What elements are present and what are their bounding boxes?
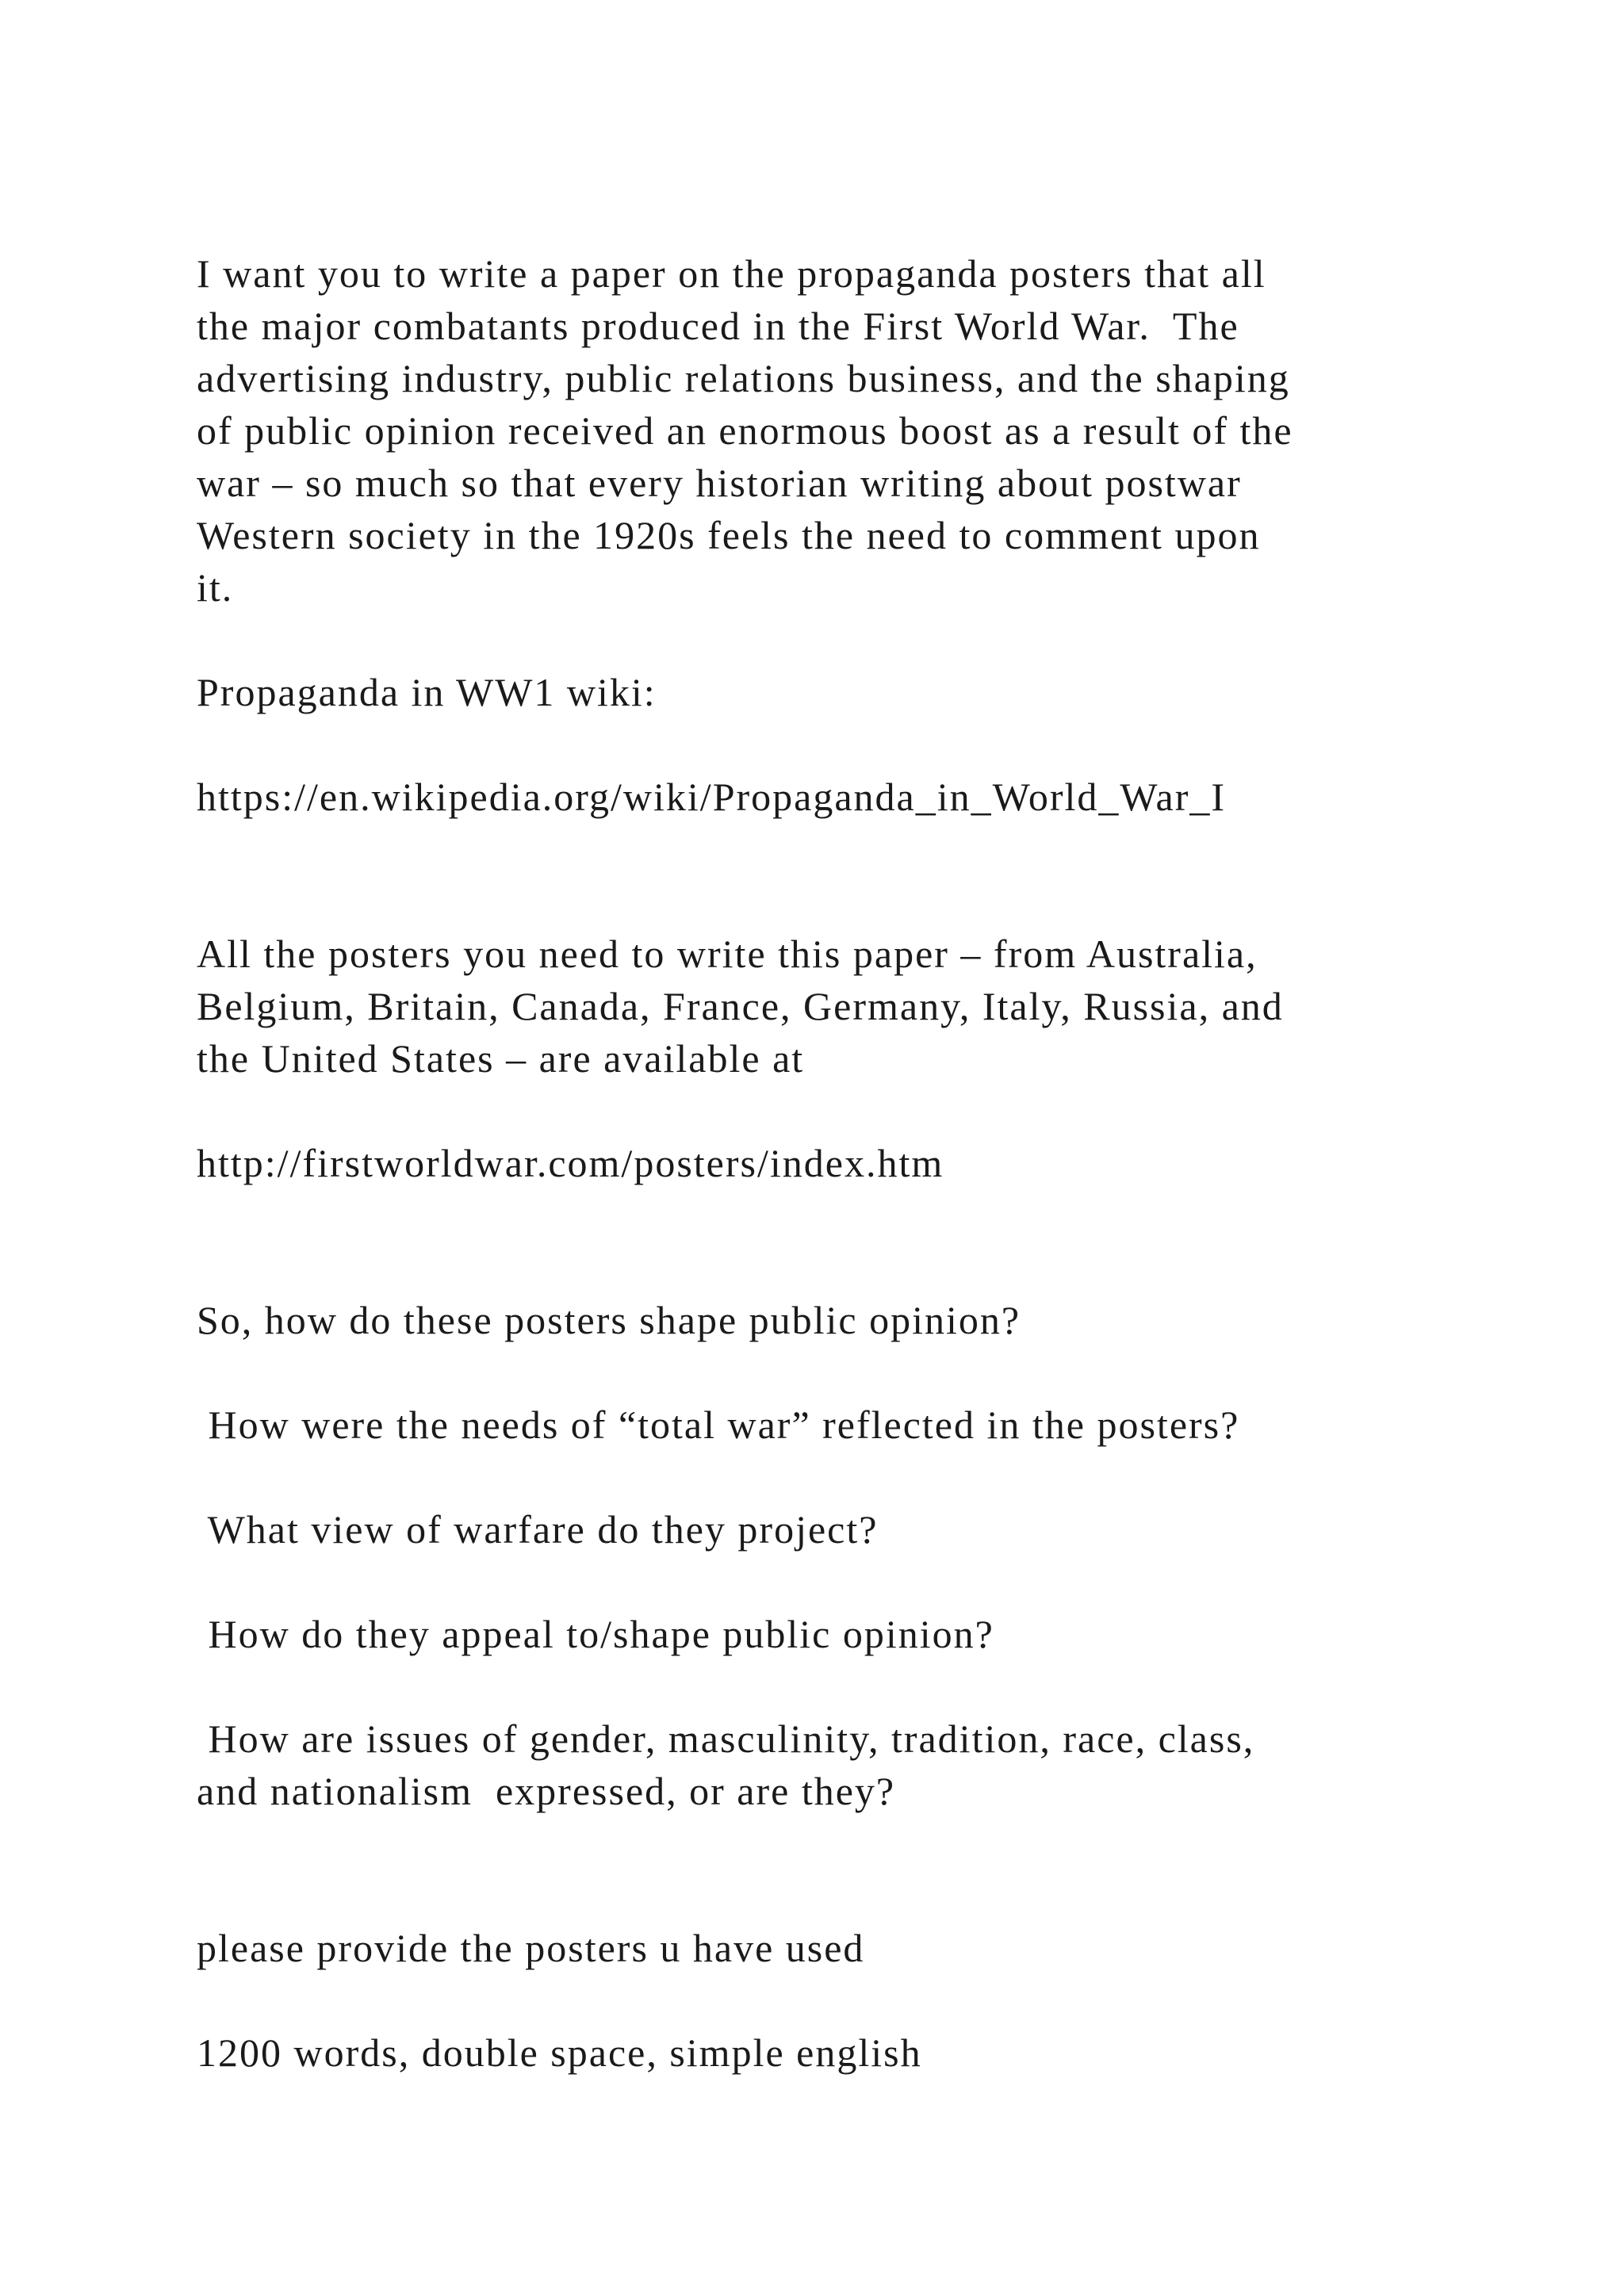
posters-url: http://firstworldwar.com/posters/index.htm [197, 1141, 944, 1185]
question-issues [197, 1712, 1434, 1817]
intro-line: it. [197, 565, 234, 610]
intro-paragraph [197, 247, 1434, 614]
question-appeal: How do they appeal to/shape public opinion? [197, 1612, 994, 1656]
question-total-war: How were the needs of “total war” reflected in the posters? [197, 1402, 1240, 1447]
question-view: What view of warfare do they project? [197, 1507, 879, 1552]
question-issues-line: How are issues of gender, masculinity, tradition, race, class, [197, 1716, 1255, 1761]
intro-line: war – so much so that every historian writing about postwar [197, 461, 1242, 505]
intro-line: Western society in the 1920s feels the need to comment upon [197, 513, 1261, 557]
request-posters: please provide the posters u have used [197, 1926, 865, 1970]
wiki-url: https://en.wikipedia.org/wiki/Propaganda_in_World_War_I [197, 775, 1227, 819]
intro-line: advertising industry, public relations business, and the shaping [197, 356, 1290, 400]
question-main: So, how do these posters shape public opinion? [197, 1298, 1021, 1342]
posters-paragraph [197, 928, 1434, 1085]
requirements: 1200 words, double space, simple english [197, 2030, 922, 2075]
intro-line: of public opinion received an enormous boost as a result of the [197, 408, 1293, 453]
document-body [197, 247, 1434, 2079]
wiki-label: Propaganda in WW1 wiki: [197, 670, 657, 714]
question-issues-line: and nationalism expressed, or are they? [197, 1769, 896, 1813]
posters-line: the United States – are available at [197, 1036, 805, 1081]
posters-line: Belgium, Britain, Canada, France, Germany, Italy, Russia, and [197, 984, 1284, 1028]
intro-line: the major combatants produced in the First World War. The [197, 304, 1239, 348]
posters-line: All the posters you need to write this paper – from Australia, [197, 932, 1258, 976]
intro-line: I want you to write a paper on the propaganda posters that all [197, 251, 1266, 296]
